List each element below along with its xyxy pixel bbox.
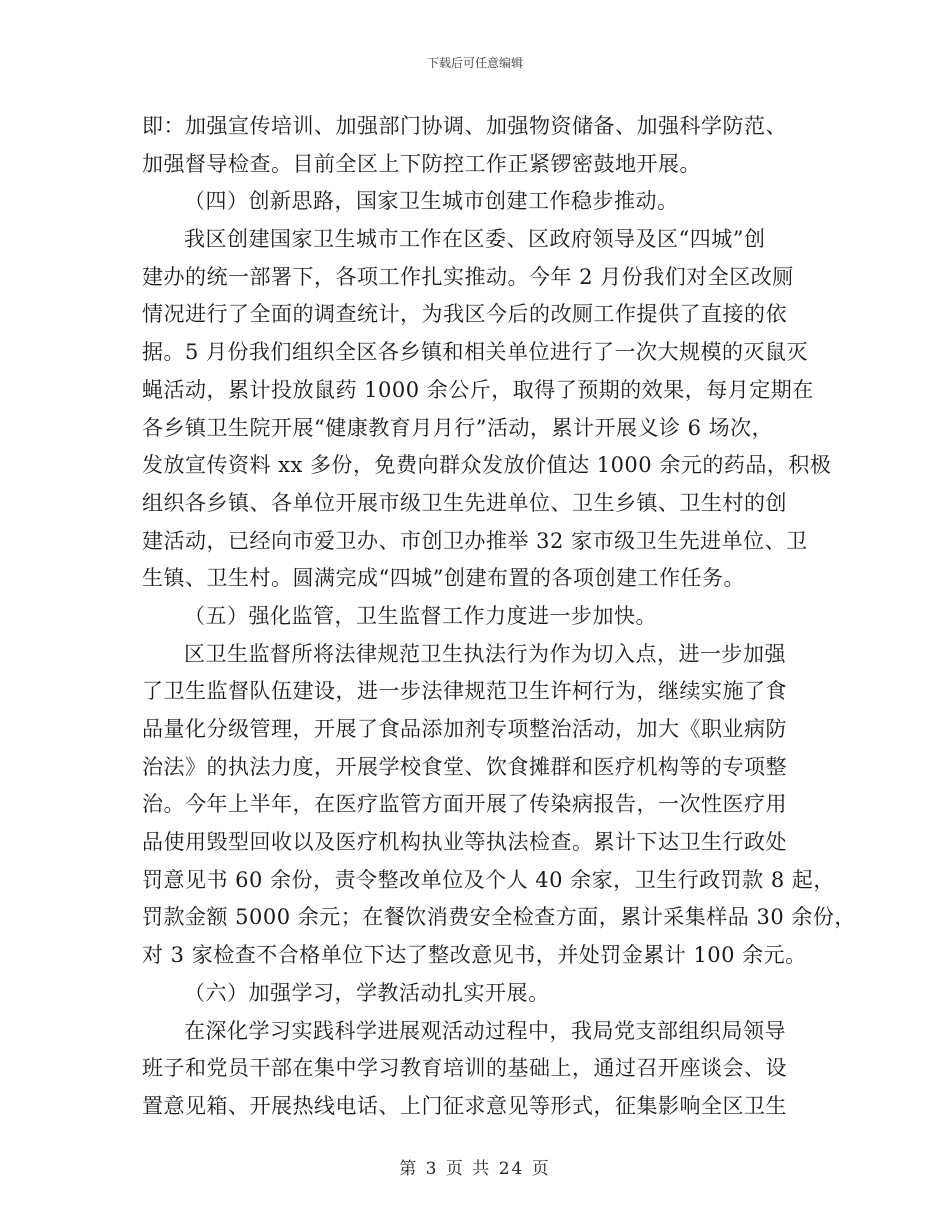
page-header: 下载后可任意编辑 [426, 56, 523, 70]
text-line: 我区创建国家卫生城市工作在区委、区政府领导及区“四城”创 [184, 227, 766, 252]
text-line: 发放宣传资料 xx 多份，免费向群众发放价值达 1000 余元的药品，积极 [142, 453, 832, 478]
text-line: 各乡镇卫生院开展“健康教育月月行”活动，累计开展义诊 6 场次， [142, 415, 774, 440]
text-line: 建活动，已经向市爱卫办、市创卫办推举 32 家市级卫生先进单位、卫 [142, 528, 808, 553]
text-line: 罚款金额 5000 余元；在餐饮消费安全检查方面，累计采集样品 30 余份， [142, 905, 856, 930]
section-heading: （四）创新思路，国家卫生城市创建工作稳步推动。 [184, 189, 679, 214]
text-line: 品量化分级管理，开展了食品添加剂专项整治活动，加大《职业病防 [142, 717, 787, 741]
text-line: 班子和党员干部在集中学习教育培训的基础上，通过召开座谈会、设 [142, 1056, 787, 1081]
text-line: 据。5 月份我们组织全区各乡镇和相关单位进行了一次大规模的灭鼠灭 [142, 340, 809, 365]
text-line: 治。今年上半年，在医疗监管方面开展了传染病报告，一次性医疗用 [142, 792, 787, 817]
section-heading: （六）加强学习，学教活动扎实开展。 [184, 980, 550, 1005]
text-line: 在深化学习实践科学进展观活动过程中，我局党支部组织局领导 [184, 1018, 786, 1043]
page-number: 第 3 页 共 24 页 [399, 1159, 551, 1179]
section-heading: （五）强化监管，卫生监督工作力度进一步加快。 [184, 603, 657, 628]
text-line: 品使用毁型回收以及医疗机构执业等执法检查。累计下达卫生行政处 [142, 830, 787, 855]
text-line: 了卫生监督队伍建设，进一步法律规范卫生许柯行为，继续实施了食 [142, 679, 787, 704]
text-line: 置意见箱、开展热线电话、上门征求意见等形式，征集影响全区卫生 [142, 1093, 787, 1118]
text-line: 即：加强宣传培训、加强部门协调、加强物资储备、加强科学防范、 [142, 114, 787, 138]
text-line: 情况进行了全面的调查统计，为我区今后的改厕工作提供了直接的依 [142, 302, 787, 327]
text-line: 区卫生监督所将法律规范卫生执法行为作为切入点，进一步加强 [184, 641, 786, 666]
text-line: 罚意见书 60 余份，责令整改单位及个人 40 余家，卫生行政罚款 8 起， [142, 867, 835, 892]
text-line: 组织各乡镇、各单位开展市级卫生先进单位、卫生乡镇、卫生村的创 [142, 490, 787, 515]
document-body [142, 108, 856, 1126]
text-line: 加强督导检查。目前全区上下防控工作正紧锣密鼓地开展。 [142, 151, 701, 176]
text-line: 生镇、卫生村。圆满完成“四城”创建布置的各项创建工作任务。 [142, 566, 745, 591]
text-line: 治法》的执法力度，开展学校食堂、饮食摊群和医疗机构等的专项整 [142, 754, 787, 779]
text-line: 蝇活动，累计投放鼠药 1000 余公斤，取得了预期的效果，每月定期在 [142, 377, 814, 402]
text-line: 建办的统一部署下，各项工作扎实推动。今年 2 月份我们对全区改厕 [142, 264, 794, 289]
text-line: 对 3 家检查不合格单位下达了整改意见书，并处罚金累计 100 余元。 [142, 943, 807, 968]
